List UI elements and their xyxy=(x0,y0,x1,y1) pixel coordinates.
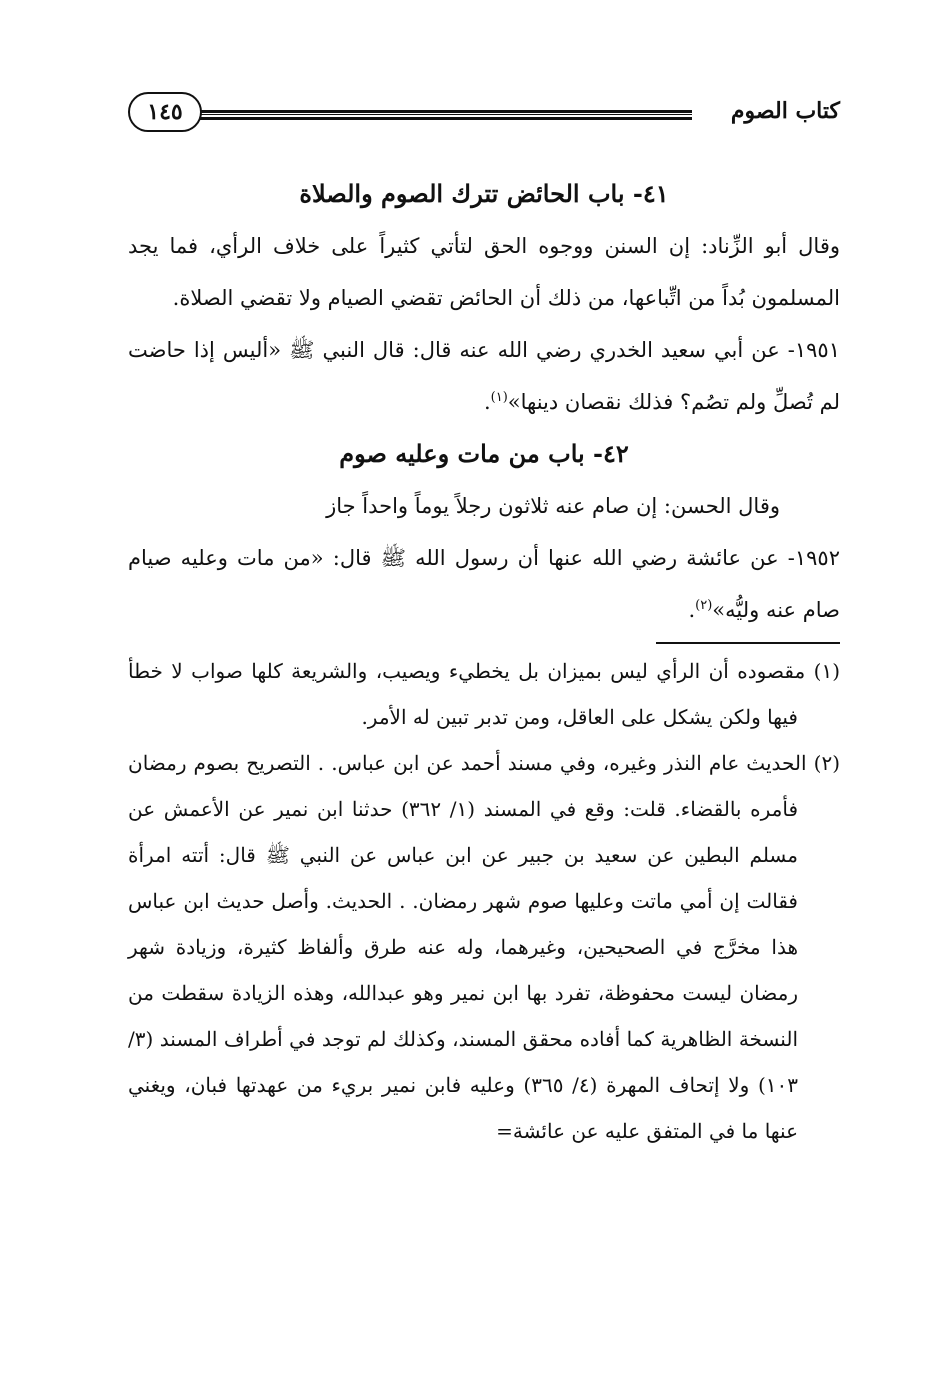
hadith-text xyxy=(128,532,840,636)
footnote xyxy=(128,648,840,740)
footnote-divider xyxy=(656,642,840,644)
page-number: ١٤٥ xyxy=(128,92,202,132)
footnote-text: الحديث عام النذر وغيره، وفي مسند أحمد عن ابن عباس. . التصريح بصوم رمضان فأمره بالقضاء. قلت: وقع في المسند (١/ ٣٦٢) حدثنا ابن نمير عن الأعمش عن مسلم البطين عن سعيد بن جبير عن ابن عباس عن النبي ﷺ قال: أتته امرأة فقالت إن أمي ماتت وعليها صوم شهر رمضان. . الحديث. وأصل حديث ابن عباس هذا مخرَّج في الصحيحين، وغيرهما، وله عنه طرق وألفاظ كثيرة، وزيادة شهر رمضان ليست محفوظة، تفرد بها ابن نمير وهو عبدالله، وهذه الزيادة سقطت من النسخة الظاهرية كما أفاده محقق المسند، وكذلك لم توجد في أطراف المسند (٣/ ١٠٣) ولا إتحاف المهرة (٤/ ٣٦٥) وعليه فابن نمير بريء من عهدتها فبان، ويغني عنها ما في المتفق عليه عن عائشة xyxy=(128,751,807,1143)
footnote-number: (١) xyxy=(813,659,840,683)
hadith-body: ١٩٥٢- عن عائشة رضي الله عنها أن رسول الله ﷺ قال: «من مات وعليه صيام صام عنه وليُّه» xyxy=(128,546,840,622)
hadith-text xyxy=(128,324,840,428)
chapter-title: كتاب الصوم xyxy=(730,98,840,124)
footnote-ref: (١) xyxy=(490,390,508,405)
footnote-number: (٢) xyxy=(813,751,841,775)
hadith-end: . xyxy=(483,390,491,414)
footnote-text: مقصوده أن الرأي ليس بميزان بل يخطيء ويصيب، والشريعة كلها صواب لا خطأ فيها ولكن يشكل على العاقل، ومن تدبر تبين له الأمر. xyxy=(128,659,806,729)
section-heading: ٤١- باب الحائض تترك الصوم والصلاة xyxy=(299,179,669,208)
continuation-mark: = xyxy=(496,1119,513,1143)
header-rule xyxy=(200,110,692,120)
section-heading: ٤٢- باب من مات وعليه صوم xyxy=(339,439,629,468)
footnote-ref: (٢) xyxy=(695,598,713,613)
page-header xyxy=(128,92,840,136)
page-content xyxy=(128,168,840,1154)
section-quote: وقال أبو الزِّناد: إن السنن ووجوه الحق لتأتي كثيراً على خلاف الرأي، فما يجد المسلمون بُداً من اتِّباعها، من ذلك أن الحائض تقضي الصيام ولا تقضي الصلاة. xyxy=(128,234,840,310)
footnote xyxy=(128,740,840,1154)
hadith-end: . xyxy=(688,598,696,622)
section-quote: وقال الحسن: إن صام عنه ثلاثون رجلاً يوماً واحداً جاز xyxy=(326,494,780,518)
hadith-body: ١٩٥١- عن أبي سعيد الخدري رضي الله عنه قال: قال النبي ﷺ «أليس إذا حاضت لم تُصلِّ ولم تصُم؟ فذلك نقصان دينها» xyxy=(128,338,840,414)
